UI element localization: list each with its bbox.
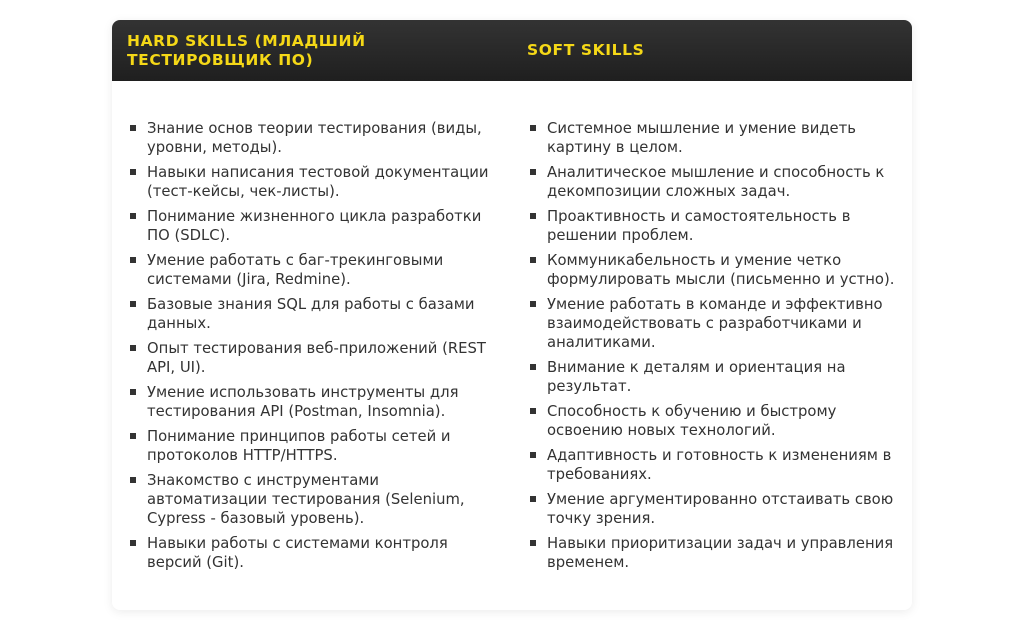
list-item [129, 295, 498, 333]
list-item [129, 339, 498, 377]
list-item-text: Понимание принципов работы сетей и протоколов HTTP/HTTPS. [147, 428, 451, 464]
list-item-text: Понимание жизненного цикла разработки ПО (SDLC). [147, 208, 482, 244]
table-header [112, 20, 912, 81]
square-bullet-icon [130, 477, 136, 483]
square-bullet-icon [530, 540, 536, 546]
list-item-text: Умение работать с баг-трекинговыми системами (Jira, Redmine). [147, 252, 444, 288]
list-item [529, 207, 898, 245]
square-bullet-icon [130, 345, 136, 351]
list-item-text: Проактивность и самостоятельность в решении проблем. [547, 208, 851, 244]
list-item [129, 251, 498, 289]
list-item [129, 119, 498, 157]
list-item-text: Базовые знания SQL для работы с базами данных. [147, 296, 475, 332]
list-item-text: Навыки написания тестовой документации (тест-кейсы, чек-листы). [147, 164, 489, 200]
square-bullet-icon [530, 364, 536, 370]
square-bullet-icon [130, 301, 136, 307]
list-item-text: Умение использовать инструменты для тестирования API (Postman, Insomnia). [147, 384, 459, 420]
square-bullet-icon [130, 125, 136, 131]
list-item-text: Навыки приоритизации задач и управления временем. [547, 535, 894, 571]
list-item-text: Коммуникабельность и умение четко формулировать мысли (письменно и устно). [547, 252, 895, 288]
list-item [129, 163, 498, 201]
square-bullet-icon [130, 213, 136, 219]
list-item [129, 534, 498, 572]
list-item-text: Внимание к деталям и ориентация на результат. [547, 359, 846, 395]
list-item [529, 163, 898, 201]
list-item-text: Адаптивность и готовность к изменениям в требованиях. [547, 447, 892, 483]
list-item-text: Умение работать в команде и эффективно взаимодействовать с разработчиками и аналитиками. [547, 296, 883, 351]
square-bullet-icon [530, 452, 536, 458]
square-bullet-icon [530, 125, 536, 131]
list-item [529, 402, 898, 440]
soft-skills-header: SOFT SKILLS [527, 41, 645, 59]
list-item-text: Способность к обучению и быстрому освоению новых технологий. [547, 403, 837, 439]
square-bullet-icon [530, 213, 536, 219]
soft-skills-list [529, 119, 898, 572]
list-item-text: Знакомство с инструментами автоматизации тестирования (Selenium, Cypress - базовый уровень). [147, 472, 465, 527]
hard-skills-header: HARD SKILLS (МЛАДШИЙ ТЕСТИРОВЩИК ПО) [127, 31, 366, 69]
hard-skills-list [129, 119, 498, 572]
square-bullet-icon [530, 496, 536, 502]
soft-skills-column [512, 119, 912, 572]
table-body [112, 81, 912, 610]
square-bullet-icon [530, 169, 536, 175]
square-bullet-icon [130, 540, 136, 546]
list-item [529, 119, 898, 157]
list-item-text: Навыки работы с системами контроля версий (Git). [147, 535, 448, 571]
square-bullet-icon [530, 408, 536, 414]
list-item [129, 383, 498, 421]
list-item-text: Опыт тестирования веб-приложений (REST API, UI). [147, 340, 486, 376]
list-item [129, 207, 498, 245]
list-item-text: Системное мышление и умение видеть картину в целом. [547, 120, 857, 156]
list-item-text: Знание основ теории тестирования (виды, уровни, методы). [147, 120, 482, 156]
list-item [529, 446, 898, 484]
square-bullet-icon [130, 389, 136, 395]
square-bullet-icon [130, 433, 136, 439]
list-item [529, 534, 898, 572]
list-item-text: Аналитическое мышление и способность к декомпозиции сложных задач. [547, 164, 885, 200]
skills-table [112, 20, 912, 610]
list-item [129, 471, 498, 528]
square-bullet-icon [130, 169, 136, 175]
hard-skills-column [112, 119, 512, 572]
list-item [529, 251, 898, 289]
list-item [529, 490, 898, 528]
list-item [529, 295, 898, 352]
list-item-text: Умение аргументированно отстаивать свою точку зрения. [547, 491, 894, 527]
square-bullet-icon [530, 257, 536, 263]
square-bullet-icon [530, 301, 536, 307]
list-item [529, 358, 898, 396]
square-bullet-icon [130, 257, 136, 263]
list-item [129, 427, 498, 465]
